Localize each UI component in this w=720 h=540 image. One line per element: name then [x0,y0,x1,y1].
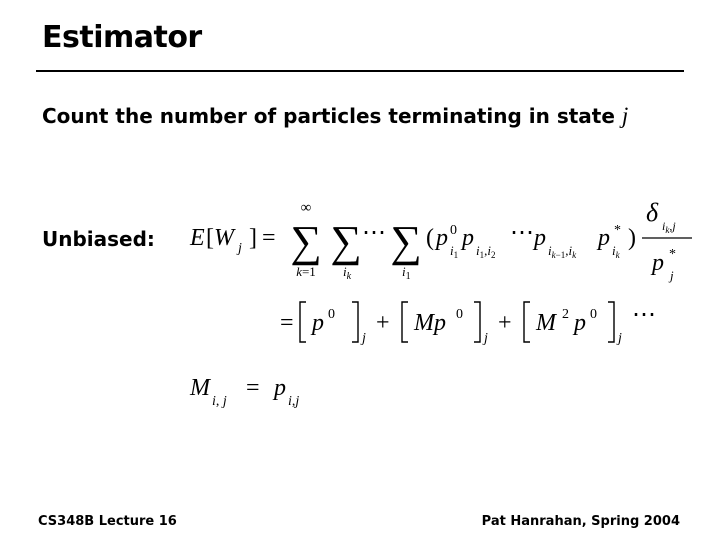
svg-text:*: * [669,247,676,262]
svg-text:=: = [280,310,294,336]
svg-text:∞: ∞ [300,200,312,216]
svg-text:p: p [462,225,474,251]
svg-text:): ) [628,225,636,251]
svg-text:E: E [190,225,205,251]
svg-text:0: 0 [450,223,457,238]
footer-lecture: CS348B Lecture 16 [38,514,177,529]
svg-text:0: 0 [328,307,335,322]
svg-text:∑: ∑ [330,217,362,266]
svg-text:j: j [484,331,488,346]
svg-text:ik,j: $i_k,j$ [662,219,676,235]
svg-text:p: p [534,225,546,251]
svg-text:ik−1,ik: $i_k-1,i_k$ [548,243,577,260]
unbiased-label: Unbiased: [42,227,155,251]
svg-text:p: p [312,310,324,336]
svg-text:(: ( [426,225,434,251]
svg-text:⋯: ⋯ [362,220,386,246]
svg-text:W: W [214,225,234,251]
svg-text:+: + [498,310,512,336]
slide-title: Estimator [42,20,202,55]
equation-matrix-definition [189,375,299,409]
svg-text:j: j [670,268,674,283]
svg-text:i, j: i, j [212,394,227,409]
subtitle-variable: j [621,103,629,128]
svg-text:2: 2 [562,307,569,322]
footer-author: Pat Hanrahan, Spring 2004 [481,514,680,529]
svg-text:[: [ [206,225,214,251]
svg-text:k=1: k=1 [296,264,316,279]
svg-text:p: p [652,250,664,276]
svg-text:M: M [536,310,556,336]
svg-text:=: = [246,375,260,401]
svg-text:⋯: ⋯ [632,302,656,328]
svg-text:i1: $i_1$ [402,264,411,282]
svg-text:p: p [598,225,610,251]
svg-text:⋯: ⋯ [510,220,534,246]
svg-text:Mp: Mp [414,310,446,336]
svg-text:=: = [262,225,276,251]
svg-text:p: p [574,310,586,336]
svg-text:j: j [618,331,622,346]
svg-text:j: j [238,241,242,256]
svg-text:p: p [436,225,448,251]
equation-expected-value [189,198,692,283]
svg-text:∑: ∑ [390,217,422,266]
svg-text:M: M [190,375,210,401]
svg-text:∑: ∑ [290,217,322,266]
svg-text:δ: δ [646,198,659,227]
svg-text:*: * [614,223,621,238]
svg-text:i1,i2: $i_1,i_2$ [476,243,496,260]
subtitle-text: Count the number of particles terminating in state [42,104,615,128]
svg-text:0: 0 [456,307,463,322]
svg-text:p: p [274,375,286,401]
svg-text:i1: $i_1$ [450,243,459,260]
svg-text:ik: $i_k$ [343,264,352,282]
svg-text:]: ] [249,225,257,251]
svg-text:+: + [376,310,390,336]
equation-series [280,302,656,346]
svg-text:ik: $i_k$ [612,243,620,260]
svg-text:j: j [362,331,366,346]
svg-text:i,j: i,j [288,394,300,409]
svg-text:0: 0 [590,307,597,322]
